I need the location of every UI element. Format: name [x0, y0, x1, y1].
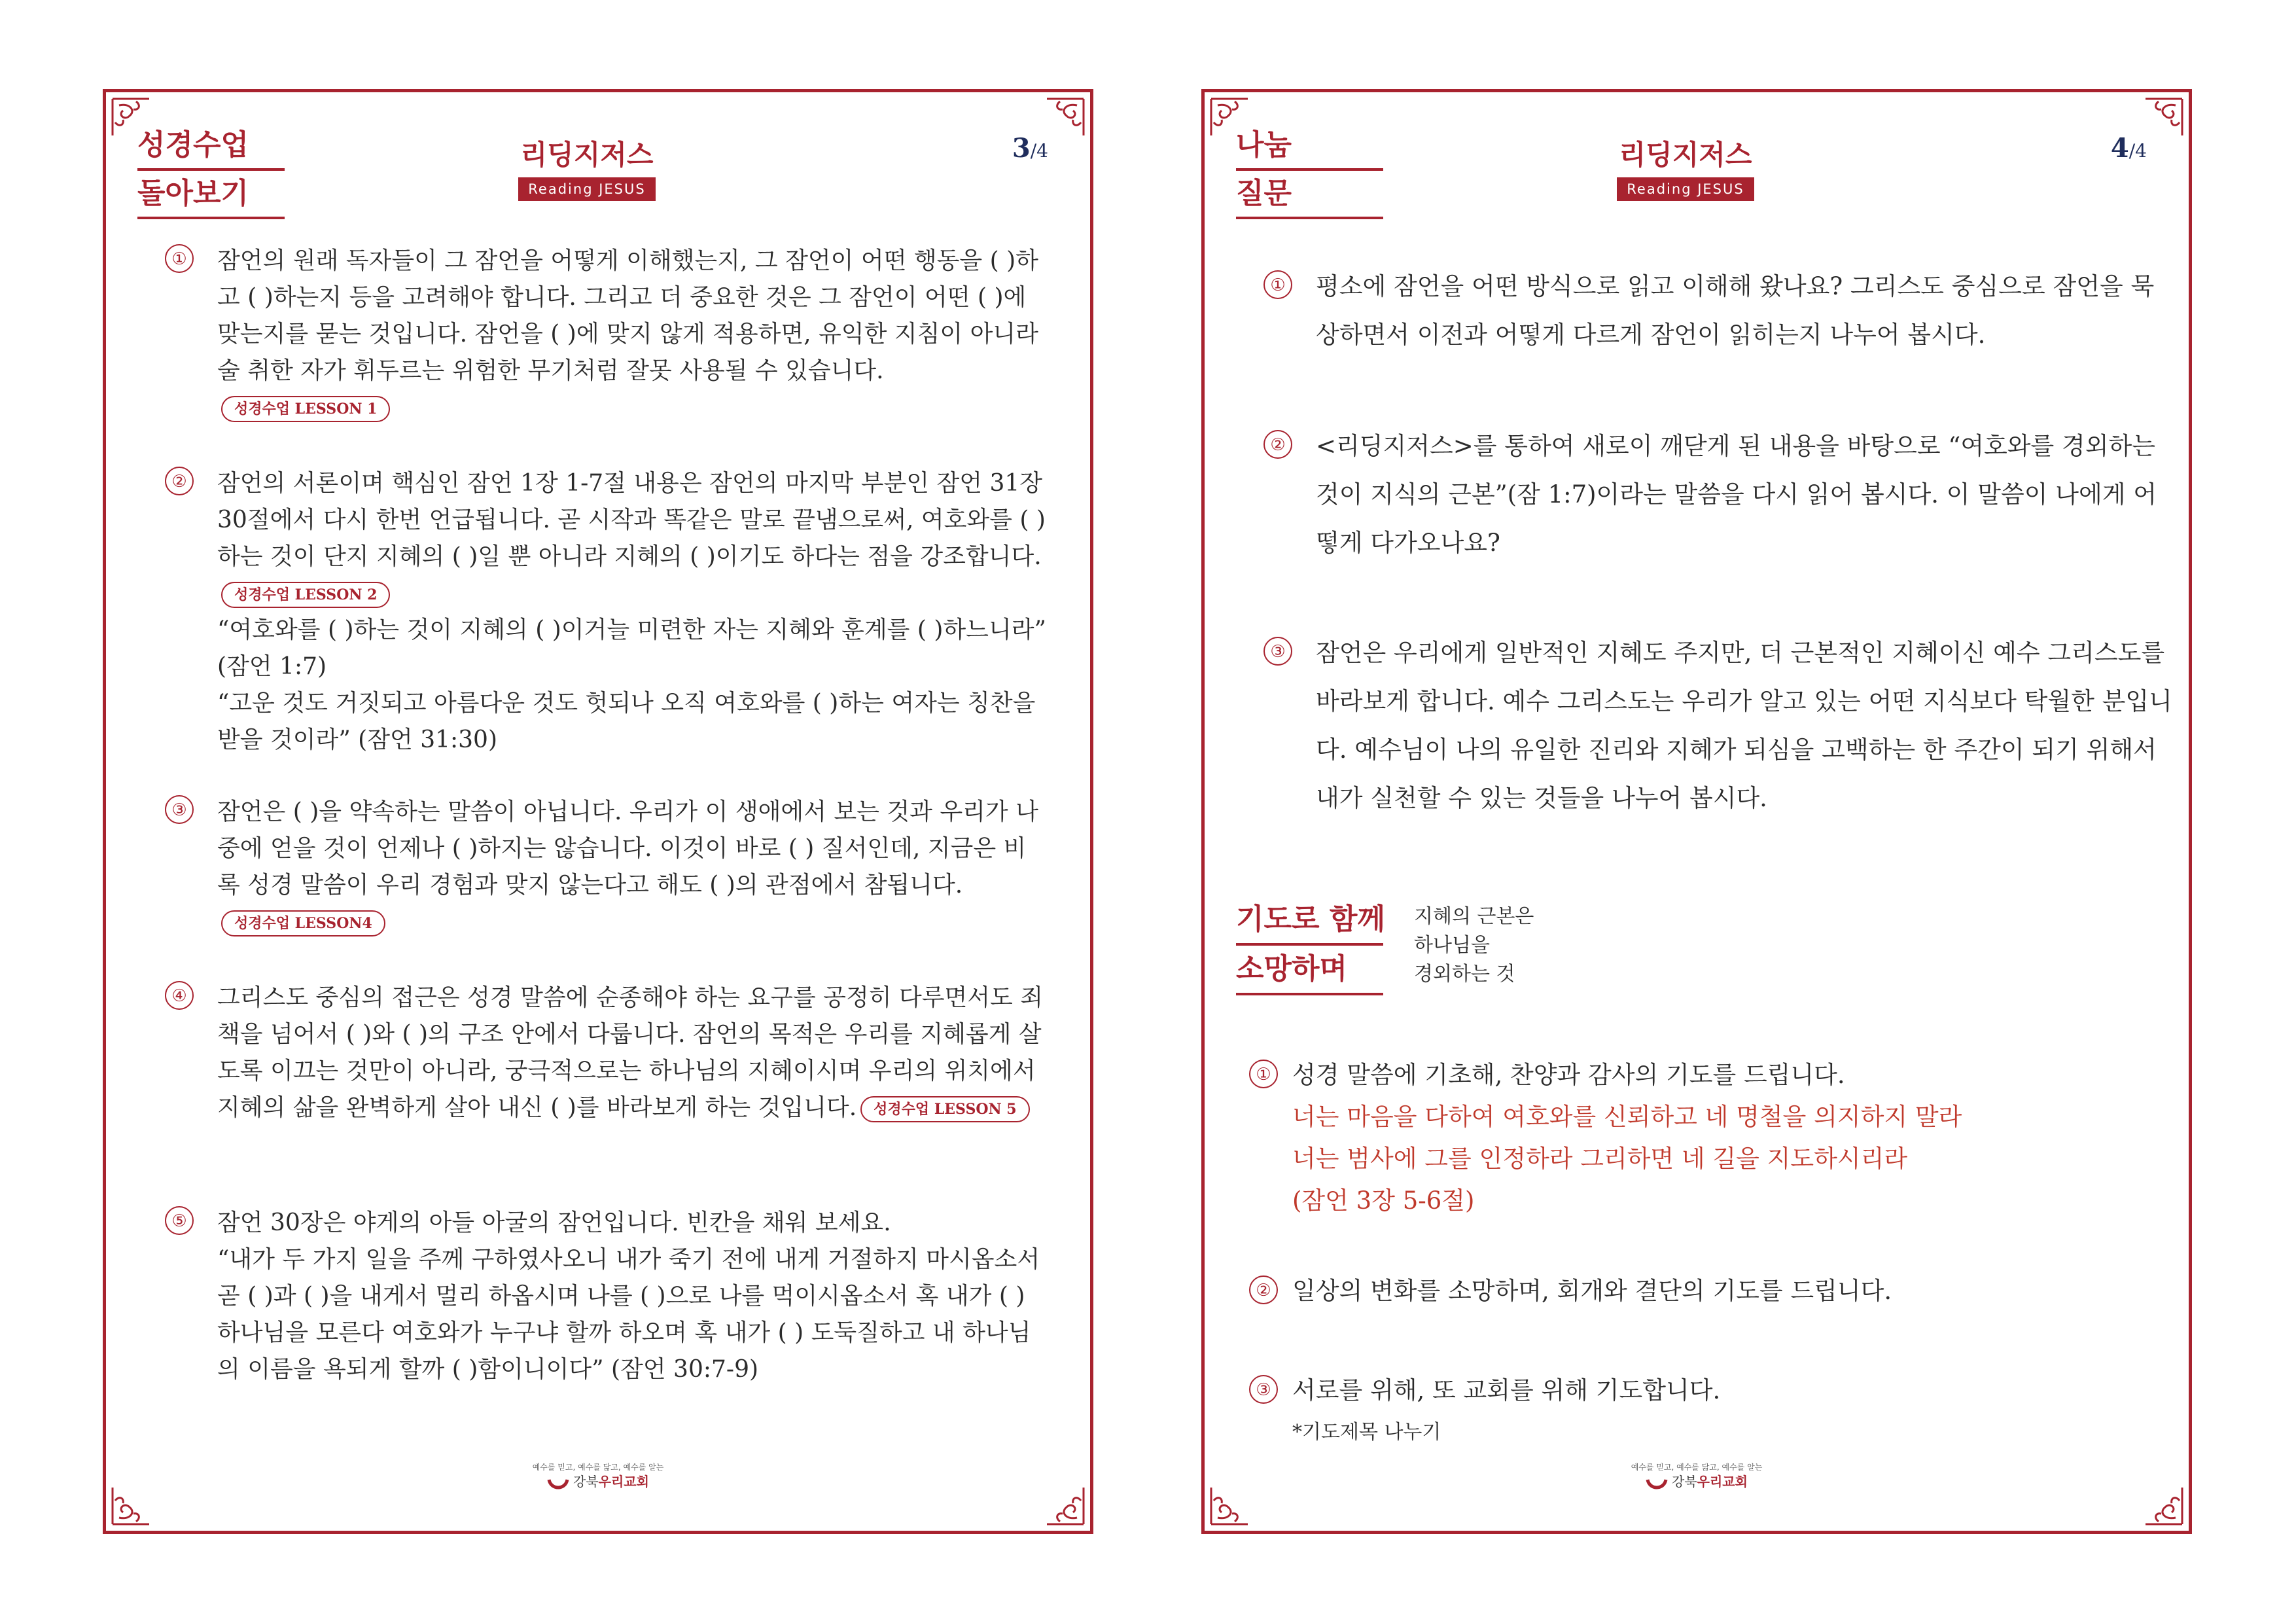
item-number: ⑤	[165, 1206, 194, 1235]
scripture-reference: (잠언 3장 5-6절)	[1292, 1186, 1475, 1215]
prayer-item	[1249, 1370, 2159, 1454]
prayer-number: ①	[1249, 1060, 1278, 1088]
brand-title: 리딩지저스	[520, 139, 654, 171]
page-number	[1012, 133, 1048, 164]
prayer-title-line-2: 소망하며	[1236, 946, 1383, 995]
church-name: 우리교회	[598, 1474, 649, 1489]
bible-quote: “고운 것도 거짓되고 아름다운 것도 헛되나 오직 여호와를 ( )하는 여자는 칭찬을 받을 것이라” (잠언 31:30)	[217, 690, 1036, 753]
discussion-question	[1263, 422, 2173, 567]
prayer-section-title	[1236, 896, 1383, 995]
prayer-theme-line: 지혜의 근본은	[1414, 905, 1534, 928]
section-title-line-2: 돌아보기	[137, 171, 285, 219]
item-text: 잠언의 서론이며 핵심인 잠언 1장 1-7절 내용은 잠언의 마지막 부분인 잠언 31장 30절에서 다시 한번 언급됩니다. 곧 시작과 똑같은 말로 끝냄으로써, 여호와를 ( )하는 것이 단지 지혜의 ( )일 뿐 아니라 지혜의 ( )이기도 하다는 점을 강조합니다.	[217, 470, 1046, 570]
prayer-text: 일상의 변화를 소망하며, 회개와 결단의 기도를 드립니다.	[1292, 1277, 1892, 1305]
question-text: <리딩지저스>를 통하여 새로이 깨닫게 된 내용을 바탕으로 “여호와를 경외하는 것이 지식의 근본”(잠 1:7)이라는 말씀을 다시 읽어 봅시다. 이 말씀이 나에게 어떻게 다가오나요?	[1316, 432, 2157, 557]
section-title-line-1: 나눔	[1236, 122, 1383, 171]
church-name-prefix: 강북	[1672, 1474, 1697, 1489]
church-name: 우리교회	[1697, 1474, 1748, 1489]
prayer-number: ②	[1249, 1275, 1278, 1304]
review-item	[165, 980, 1048, 1126]
lesson-badge: 성경수업 LESSON4	[221, 910, 385, 936]
item-text: 잠언 30장은 야게의 아들 아굴의 잠언입니다. 빈칸을 채워 보세요.	[217, 1209, 891, 1236]
item-text: 잠언의 원래 독자들이 그 잠언을 어떻게 이해했는지, 그 잠언이 어떤 행동을 ( )하고 ( )하는지 등을 고려해야 합니다. 그리고 더 중요한 것은 그 잠언이 어떤 ( )에 맞는지를 묻는 것입니다. 잠언을 ( )에 맞지 않게 적용하면, 유익한 지침이 아니라 술 취한 자가 휘두르는 위험한 무기처럼 잘못 사용될 수 있습니다.	[217, 247, 1038, 384]
item-text: 잠언은 ( )을 약속하는 말씀이 아닙니다. 우리가 이 생애에서 보는 것과 우리가 나중에 얻을 것이 언제나 ( )하지는 않습니다. 이것이 바로 ( ) 질서인데, 지금은 비록 성경 말씀이 우리 경험과 맞지 않는다고 해도 ( )의 관점에서 참됩니다.	[217, 798, 1038, 899]
section-title-line-2: 질문	[1236, 171, 1383, 219]
lesson-badge: 성경수업 LESSON 5	[860, 1096, 1029, 1122]
discussion-question	[1263, 262, 2173, 359]
prayer-note: *기도제목 나누기	[1292, 1421, 1441, 1444]
discussion-question	[1263, 629, 2173, 823]
prayer-number: ③	[1249, 1375, 1278, 1404]
lesson-badge: 성경수업 LESSON 1	[221, 396, 390, 422]
item-text: 그리스도 중심의 접근은 성경 말씀에 순종해야 하는 요구를 공정히 다루면서도 죄책을 넘어서 ( )와 ( )의 구조 안에서 다룹니다. 잠언의 목적은 우리를 지혜롭게 살도록 이끄는 것만이 아니라, 궁극적으로는 하나님의 지혜이시며 우리의 위치에서 지혜의 삶을 완벽하게 살아 내신 ( )를 바라보게 하는 것입니다.	[217, 984, 1044, 1121]
prayer-text: 서로를 위해, 또 교회를 위해 기도합니다.	[1292, 1376, 1721, 1404]
lesson-badge: 성경수업 LESSON 2	[221, 582, 390, 608]
church-footer	[106, 1461, 1090, 1491]
brand-logo	[518, 137, 656, 201]
prayer-item	[1249, 1270, 2159, 1312]
review-item	[165, 794, 1048, 940]
page-current: 4	[2110, 133, 2129, 164]
brand-logo	[1617, 137, 1754, 201]
section-title	[1236, 122, 1383, 219]
item-number: ④	[165, 981, 194, 1010]
section-title-line-1: 성경수업	[137, 122, 285, 171]
right-page	[1201, 89, 2192, 1534]
prayer-theme-line: 경외하는 것	[1414, 963, 1515, 986]
church-logo-icon	[547, 1474, 569, 1491]
prayer-text: 성경 말씀에 기초해, 찬양과 감사의 기도를 드립니다.	[1292, 1061, 1845, 1089]
brand-title: 리딩지저스	[1619, 139, 1752, 171]
bible-quote: “내가 두 가지 일을 주께 구하였사오니 내가 죽기 전에 내게 거절하지 마시옵소서 곧 ( )과 ( )을 내게서 멀리 하옵시며 나를 ( )으로 나를 먹이시옵소서 혹 내가 ( ) 하나님을 모른다 여호와가 누구냐 할까 하오며 혹 내가 ( ) 도둑질하고 내 하나님의 이름을 욕되게 할까 ( )함이니이다” (잠언 30:7-9)	[217, 1246, 1040, 1383]
prayer-item	[1249, 1054, 2159, 1222]
review-item	[165, 1205, 1048, 1388]
page-total: /4	[1030, 140, 1048, 162]
left-page	[103, 89, 1093, 1534]
page-total: /4	[2128, 140, 2147, 162]
brand-subtitle: Reading JESUS	[518, 177, 656, 201]
question-number: ①	[1263, 270, 1292, 299]
prayer-theme-line: 하나님을	[1414, 934, 1490, 957]
question-text: 잠언은 우리에게 일반적인 지혜도 주지만, 더 근본적인 지혜이신 예수 그리스도를 바라보게 합니다. 예수 그리스도는 우리가 알고 있는 어떤 지식보다 탁월한 분입니다. 예수님이 나의 유일한 진리와 지혜가 되심을 고백하는 한 주간이 되기 위해서 내가 실천할 수 있는 것들을 나누어 봅시다.	[1316, 639, 2172, 812]
prayer-title-line-1: 기도로 함께	[1236, 896, 1383, 946]
review-item	[165, 243, 1048, 426]
item-number: ①	[165, 244, 194, 273]
footer-slogan: 예수를 믿고, 예수를 닮고, 예수를 알는	[1631, 1463, 1763, 1472]
footer-slogan: 예수를 믿고, 예수를 닮고, 예수를 알는	[532, 1463, 664, 1472]
brand-subtitle: Reading JESUS	[1617, 177, 1754, 201]
scripture-verse: 너는 마음을 다하여 여호와를 신뢰하고 네 명철을 의지하지 말라	[1292, 1103, 1962, 1131]
bible-quote: “여호와를 ( )하는 것이 지혜의 ( )이거늘 미련한 자는 지혜와 훈계를 ( )하느니라” (잠언 1:7)	[217, 616, 1046, 680]
church-logo-icon	[1646, 1474, 1668, 1491]
section-title	[137, 122, 285, 219]
church-name-prefix: 강북	[573, 1474, 599, 1489]
item-number: ②	[165, 467, 194, 495]
question-text: 평소에 잠언을 어떤 방식으로 읽고 이해해 왔나요? 그리스도 중심으로 잠언을 묵상하면서 이전과 어떻게 다르게 잠언이 읽히는지 나누어 봅시다.	[1316, 272, 2155, 349]
page-number	[2111, 133, 2147, 164]
question-number: ③	[1263, 637, 1292, 666]
page-current: 3	[1012, 133, 1031, 164]
review-item	[165, 465, 1048, 758]
church-footer	[1205, 1461, 2189, 1491]
scripture-verse: 너는 범사에 그를 인정하라 그리하면 네 길을 지도하시리라	[1292, 1145, 1908, 1173]
prayer-theme	[1414, 902, 1534, 989]
item-number: ③	[165, 795, 194, 824]
question-number: ②	[1263, 430, 1292, 459]
